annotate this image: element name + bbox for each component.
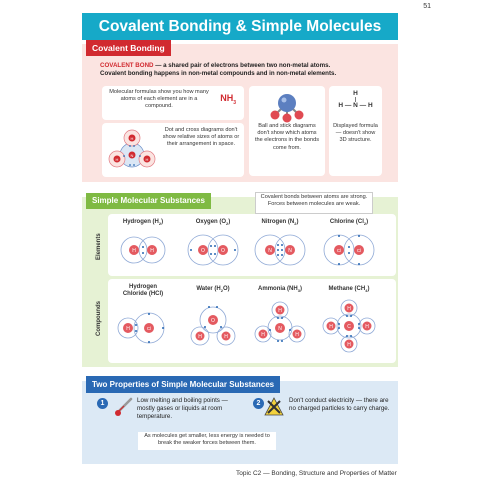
molecular-formula-box [102,86,244,120]
hcl-atom-h: H [126,326,130,332]
water-atom-h2: H [224,334,228,340]
water-title-main: Water (H [196,286,221,292]
ammonia-atom-n: N [278,326,282,332]
ammonia-atom-h-right: H [295,332,299,338]
water-molecule-diagram [182,296,244,358]
methane-title [318,286,380,294]
hydrogen-chloride-title [112,284,174,298]
hydrogen-chloride-title-line2: Chloride (HCl) [122,291,164,297]
ball-stick-box [249,86,325,176]
svg-text:N: N [130,153,134,158]
nitrogen-atom-2: N [288,248,292,254]
hydrogen-chloride-molecule-diagram [112,302,174,358]
methane-title-main: Methane (CH [328,286,366,292]
definition-term: COVALENT BOND [100,62,154,69]
definition-line2: Covalent bonding happens in non-metal compounds and in non-metal elements. [100,70,337,78]
ammonia-atom-h-top: H [278,308,282,314]
displayed-formula-top: H [353,90,358,97]
page-footer: Topic C2 — Bonding, Structure and Properties of Matter [236,470,397,477]
oxygen-atom-1: O [201,248,205,254]
methane-atom-c: C [347,324,351,330]
chlorine-atom-1: Cl [336,248,342,253]
methane-atom-h-left: H [329,324,333,330]
hydrogen-title [112,219,174,227]
methane-atom-h-bottom: H [347,342,351,348]
methane-title-sub: 4 [365,288,368,294]
ammonia-molecule-diagram [249,296,311,358]
ball-and-stick-diagram [269,89,305,123]
thermometer-icon [113,396,135,418]
methane-atom-h-right: H [365,324,369,330]
no-electricity-icon [263,396,285,418]
hydrogen-molecule-diagram [112,229,174,271]
elements-side-label: Elements [96,233,102,260]
oxygen-title [182,219,244,227]
nh3-formula-main: NH [220,93,234,103]
water-title-end: O) [223,286,230,292]
ammonia-title-end: ) [299,286,302,292]
nitrogen-molecule-diagram [249,229,311,271]
hcl-atom-cl: Cl [146,326,152,331]
svg-text:H: H [145,157,149,162]
displayed-formula-bond: | [354,97,357,103]
page-number: 51 [423,3,431,10]
bond-strength-note: Covalent bonds between atoms are strong. Forces between molecules are weak. [255,192,373,214]
chlorine-title-main: Chlorine (Cl [329,219,364,225]
nh3-formula [220,95,236,107]
property-1-number: 1 [97,398,108,409]
water-title-sub: 2 [220,288,223,294]
definition-rest: — a shared pair of electrons between two non-metal atoms. [153,62,331,69]
property-1-text: Low melting and boiling points — mostly gases or liquids at room temperature. [137,397,228,420]
hydrogen-title-main: Hydrogen (H [122,219,159,225]
page-title: Covalent Bonding & Simple Molecules [82,13,398,40]
chlorine-title [318,219,380,227]
covalent-definition [100,62,392,78]
nitrogen-atom-1: N [268,248,272,254]
molecular-formula-text: Molecular formulas show you how many atoms of each element are in a compound. [109,89,209,110]
dot-cross-box [102,123,244,177]
hydrogen-title-sub: 2 [158,221,162,227]
covalent-section-heading: Covalent Bonding [86,40,171,56]
simple-molecular-heading: Simple Molecular Substances [86,193,211,209]
ammonia-title-main: Ammonia (NH [258,286,298,292]
dot-cross-text: Dot and cross diagrams don't show relative sizes of atoms or their arrangement in space. [162,127,240,148]
displayed-formula-bottom: H — N — H [338,102,373,109]
property-2-number: 2 [253,398,264,409]
ammonia-title-sub: 3 [297,288,300,294]
property-2-text: Don't conduct electricity — there are no charged particles to carry charge. [289,397,390,412]
chlorine-title-end: ) [366,219,369,225]
chlorine-atom-2: Cl [356,248,362,253]
displayed-formula-box [329,86,382,176]
properties-heading: Two Properties of Simple Molecular Substances [86,376,280,393]
ammonia-title [249,286,311,294]
hydrogen-title-end: ) [161,219,164,225]
displayed-formula-text: Displayed formula — doesn't show 3D structure. [333,123,378,144]
oxygen-title-end: ) [228,219,231,225]
nitrogen-title-sub: 2 [294,221,297,227]
nitrogen-title-main: Nitrogen (N [261,219,295,225]
water-atom-o: O [211,318,215,324]
hydrogen-atom-2: H [150,248,154,254]
ammonia-atom-h-left: H [261,332,265,338]
methane-title-end: ) [367,286,370,292]
molecule-size-note: As molecules get smaller, less energy is needed to break the weaker forces between them. [138,432,276,450]
methane-molecule-diagram [318,296,380,358]
svg-text:H: H [130,136,134,141]
hydrogen-atom-1: H [132,248,136,254]
water-atom-h1: H [198,334,202,340]
compounds-side-label: Compounds [96,301,102,336]
hydrogen-chloride-title-line1: Hydrogen [128,284,157,290]
nitrogen-title-end: ) [296,219,299,225]
nh3-formula-sub: 3 [233,99,236,106]
water-title [182,286,244,294]
nitrogen-title [249,219,311,227]
oxygen-molecule-diagram [182,229,244,271]
methane-atom-h-top: H [347,306,351,312]
ball-stick-text: Ball and stick diagrams don't show which atoms the electrons in the bonds come from. [254,123,320,151]
oxygen-atom-2: O [221,248,225,254]
svg-text:H: H [115,157,119,162]
chlorine-molecule-diagram [318,229,380,271]
chlorine-title-sub: 2 [363,221,367,227]
ammonia-dot-cross-diagram [106,128,158,174]
oxygen-title-main: Oxygen (O [195,219,227,225]
displayed-formula-structure [333,90,378,110]
properties-section [82,381,398,464]
oxygen-title-sub: 2 [226,221,229,227]
